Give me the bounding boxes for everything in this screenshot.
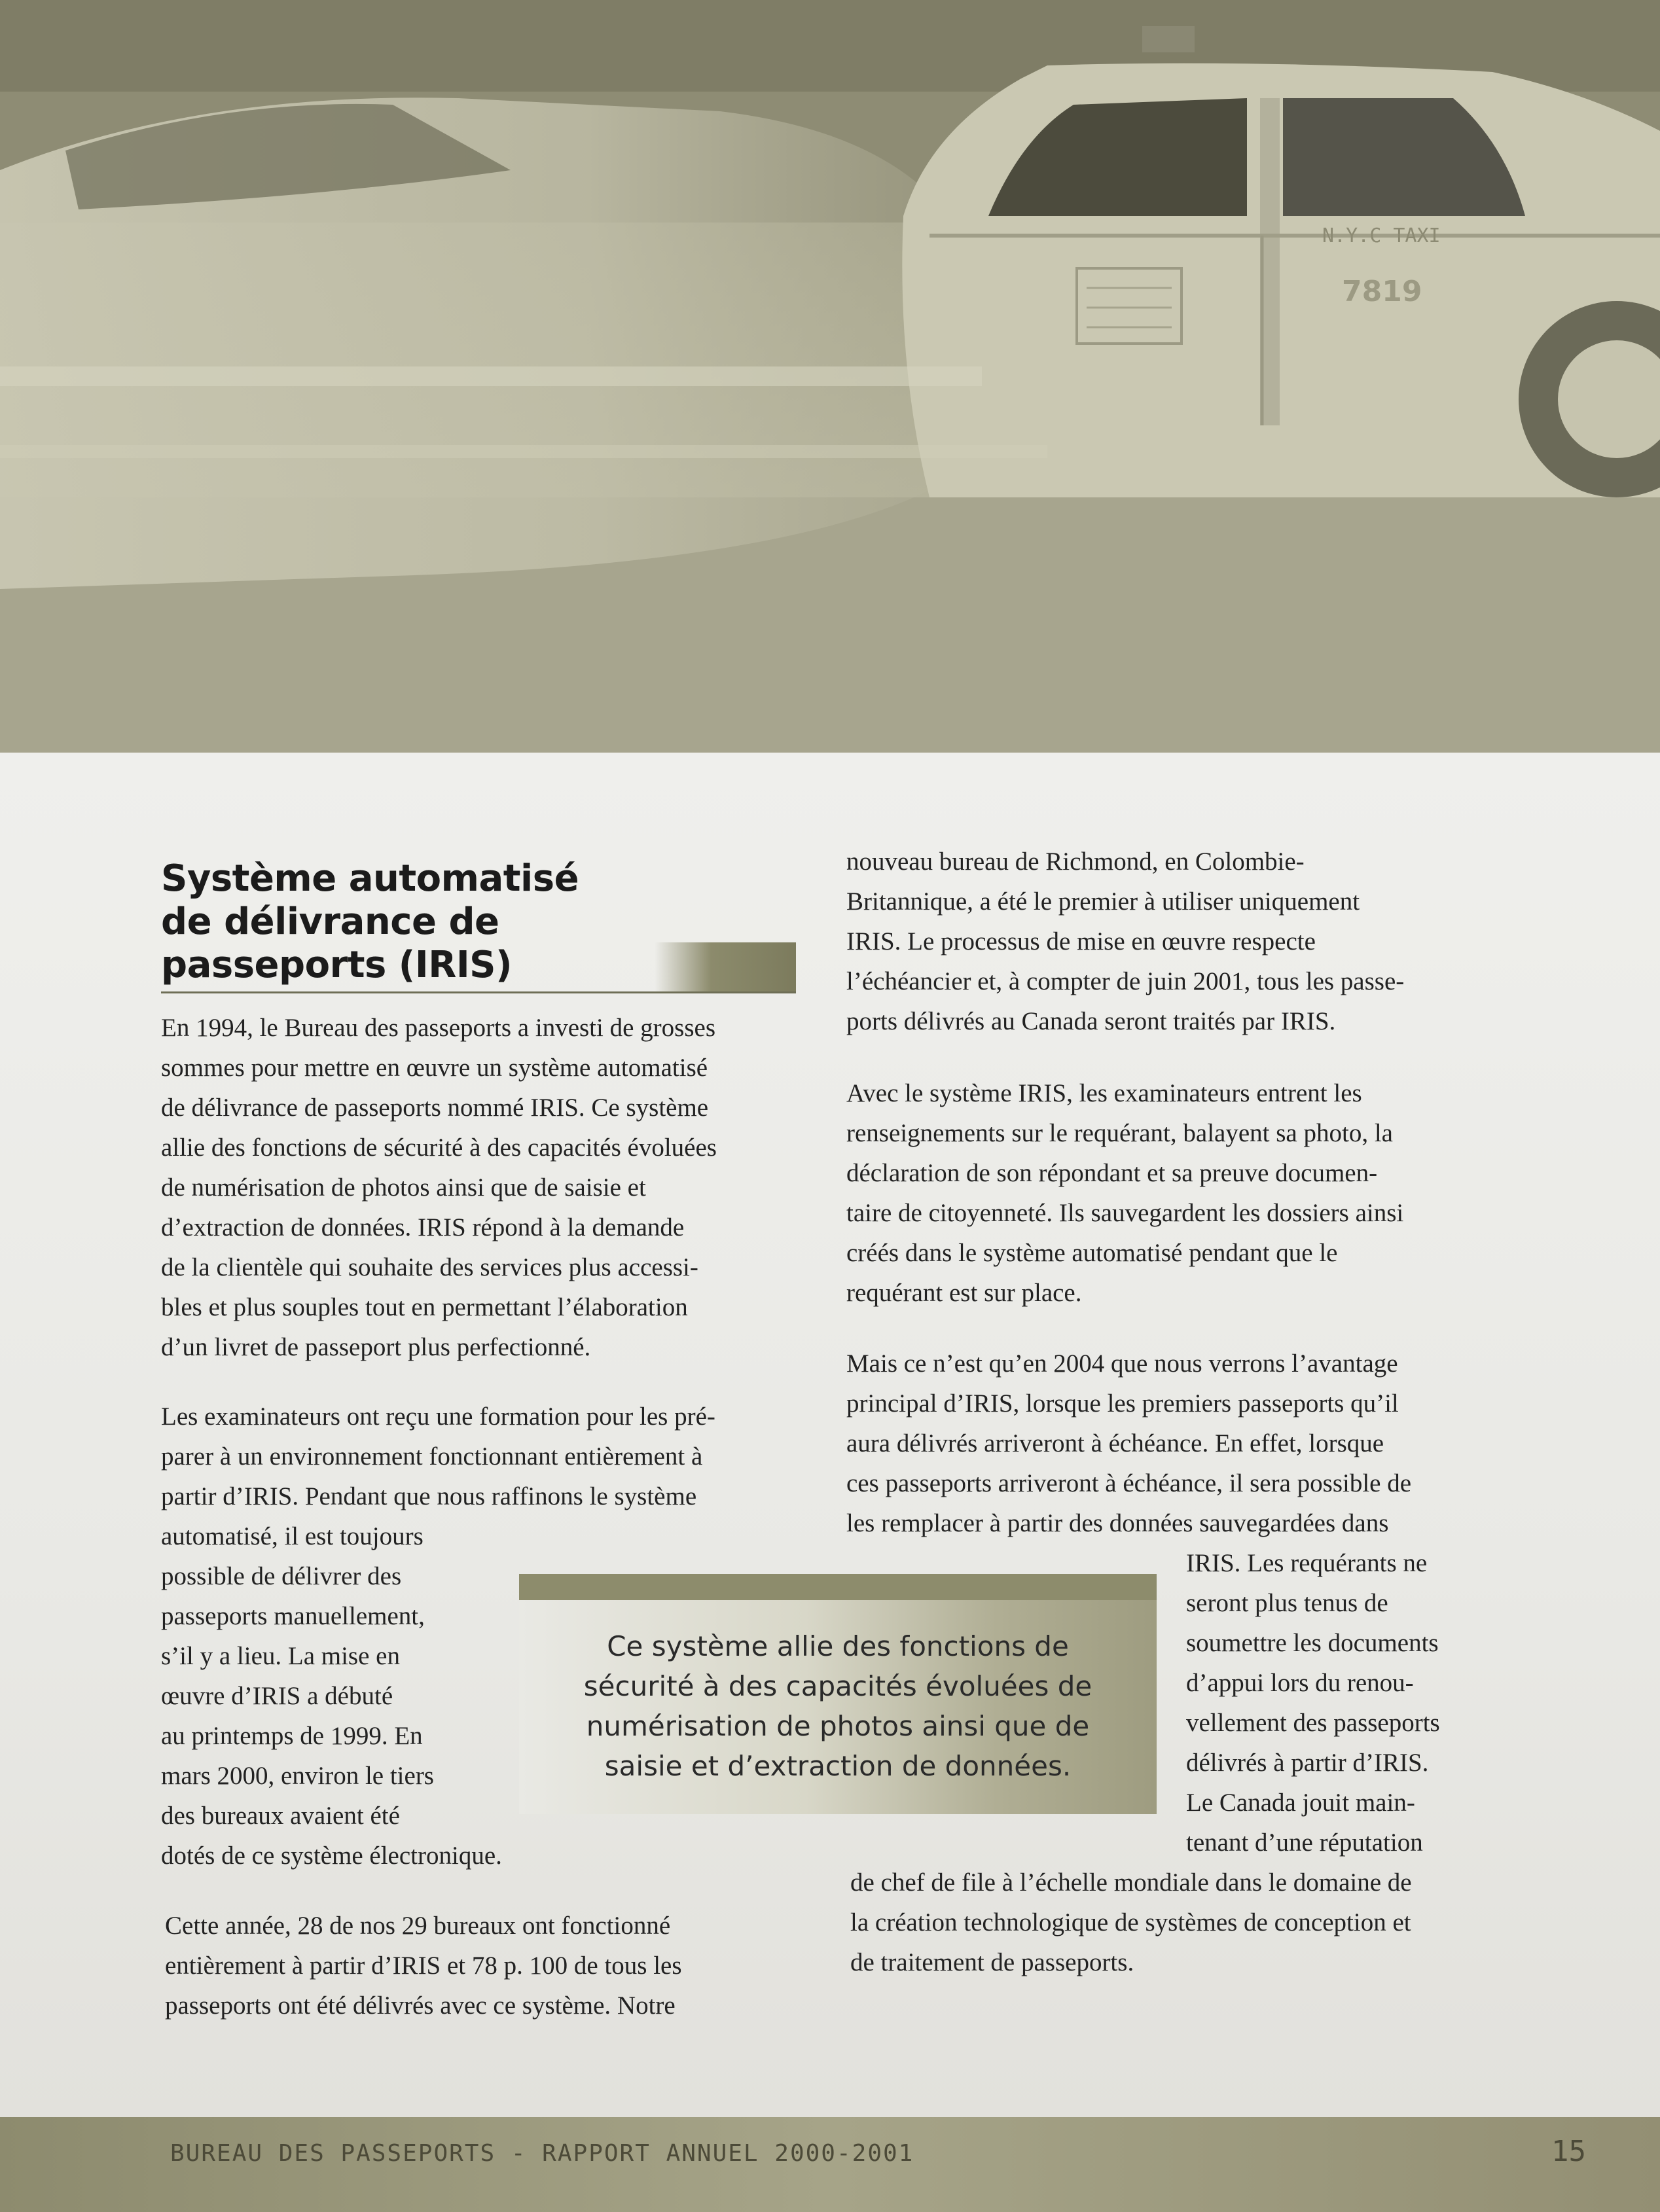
text-line: parer à un environnement fonctionnant entièrement à	[161, 1442, 703, 1471]
page-number: 15	[1551, 2135, 1586, 2168]
left-paragraph-1	[161, 1008, 717, 1367]
text-line: entièrement à partir d’IRIS et 78 p. 100 de tous les	[165, 1952, 682, 1980]
pull-quote-line: sécurité à des capacités évoluées de	[583, 1670, 1092, 1702]
text-line: au printemps de 1999. En	[161, 1722, 423, 1750]
text-line: les remplacer à partir des données sauvegardées dans	[846, 1509, 1389, 1537]
text-line: renseignements sur le requérant, balayent sa photo, la	[846, 1119, 1393, 1147]
taxi-number: 7819	[1342, 275, 1422, 308]
pull-quote-line: Ce système allie des fonctions de	[607, 1630, 1069, 1662]
text-line: de chef de file à l’échelle mondiale dans le domaine de	[850, 1868, 1412, 1897]
text-line: de traitement de passeports.	[850, 1948, 1134, 1976]
left-paragraph-3	[165, 1906, 682, 2025]
text-line: En 1994, le Bureau des passeports a investi de grosses	[161, 1014, 715, 1042]
text-line: partir d’IRIS. Pendant que nous raffinons le système	[161, 1482, 697, 1510]
text-line: tenant d’une réputation	[1186, 1828, 1423, 1857]
pull-quote-line: numérisation de photos ainsi que de	[586, 1710, 1090, 1742]
text-line: d’un livret de passeport plus perfectionné.	[161, 1333, 591, 1361]
heading-rule	[161, 991, 796, 993]
text-line: soumettre les documents	[1186, 1629, 1439, 1657]
text-line: délivrés à partir d’IRIS.	[1186, 1749, 1429, 1777]
text-line: IRIS. Les requérants ne	[1186, 1549, 1428, 1577]
text-line: dotés de ce système électronique.	[161, 1842, 502, 1870]
text-line: s’il y a lieu. La mise en	[161, 1642, 400, 1670]
text-line: l’échéancier et, à compter de juin 2001, tous les passe-	[846, 967, 1405, 995]
text-line: seront plus tenus de	[1186, 1589, 1388, 1617]
text-line: bles et plus souples tout en permettant l’élaboration	[161, 1293, 688, 1321]
text-line: nouveau bureau de Richmond, en Colombie-	[846, 847, 1305, 876]
text-line: déclaration de son répondant et sa preuve documen-	[846, 1159, 1378, 1187]
heading-line-3: passeports (IRIS)	[161, 944, 513, 986]
text-line: ces passeports arriveront à échéance, il sera possible de	[846, 1469, 1412, 1497]
text-line: passeports ont été délivrés avec ce système. Notre	[165, 1991, 676, 2020]
right-paragraph-3	[846, 1344, 1411, 1543]
text-line: de la clientèle qui souhaite des services plus accessi-	[161, 1253, 698, 1281]
taxi-photo-illustration	[0, 0, 1660, 753]
text-line: allie des fonctions de sécurité à des capacités évoluées	[161, 1133, 717, 1162]
text-line: de délivrance de passeports nommé IRIS. Ce système	[161, 1094, 709, 1122]
heading-accent-bar	[655, 942, 796, 993]
text-line: passeports manuellement,	[161, 1602, 425, 1630]
text-line: aura délivrés arriveront à échéance. En effet, lorsque	[846, 1429, 1384, 1457]
pull-quote-bar	[519, 1574, 1157, 1600]
text-line: Cette année, 28 de nos 29 bureaux ont fonctionné	[165, 1912, 671, 1940]
text-line: principal d’IRIS, lorsque les premiers passeports qu’il	[846, 1389, 1399, 1418]
text-line: Le Canada jouit main-	[1186, 1789, 1415, 1817]
heading-line-2: de délivrance de	[161, 901, 499, 943]
text-line: sommes pour mettre en œuvre un système automatisé	[161, 1054, 708, 1082]
text-line: de numérisation de photos ainsi que de saisie et	[161, 1173, 646, 1202]
text-line: la création technologique de systèmes de conception et	[850, 1908, 1411, 1936]
text-line: requérant est sur place.	[846, 1279, 1082, 1307]
right-paragraph-3-wrap	[1186, 1543, 1440, 1863]
text-line: possible de délivrer des	[161, 1562, 402, 1590]
right-paragraph-2	[846, 1073, 1403, 1313]
text-line: œuvre d’IRIS a débuté	[161, 1682, 393, 1710]
text-line: Mais ce n’est qu’en 2004 que nous verrons l’avantage	[846, 1349, 1398, 1378]
text-line: automatisé, il est toujours	[161, 1522, 424, 1550]
right-paragraph-3-end	[850, 1863, 1412, 1982]
text-line: Avec le système IRIS, les examinateurs entrent les	[846, 1079, 1362, 1107]
text-line: des bureaux avaient été	[161, 1802, 400, 1830]
taxi-door-text: N.Y.C TAXI	[1322, 224, 1441, 247]
text-line: d’appui lors du renou-	[1186, 1669, 1414, 1697]
text-line: ports délivrés au Canada seront traités par IRIS.	[846, 1007, 1336, 1035]
footer-running-title: BUREAU DES PASSEPORTS - RAPPORT ANNUEL 2000-2001	[170, 2140, 914, 2167]
heading-line-1: Système automatisé	[161, 857, 579, 900]
text-line: Les examinateurs ont reçu une formation pour les pré-	[161, 1402, 715, 1431]
right-paragraph-1	[846, 842, 1404, 1041]
pull-quote-text	[563, 1626, 1113, 1786]
text-line: créés dans le système automatisé pendant que le	[846, 1239, 1338, 1267]
text-line: taire de citoyenneté. Ils sauvegardent les dossiers ainsi	[846, 1199, 1404, 1227]
text-line: Britannique, a été le premier à utiliser uniquement	[846, 887, 1360, 916]
text-line: d’extraction de données. IRIS répond à la demande	[161, 1213, 685, 1241]
pull-quote-line: saisie et d’extraction de données.	[604, 1750, 1072, 1782]
text-line: vellement des passeports	[1186, 1709, 1440, 1737]
text-line: mars 2000, environ le tiers	[161, 1762, 434, 1790]
header-photo	[0, 0, 1660, 753]
text-line: IRIS. Le processus de mise en œuvre respecte	[846, 927, 1316, 955]
